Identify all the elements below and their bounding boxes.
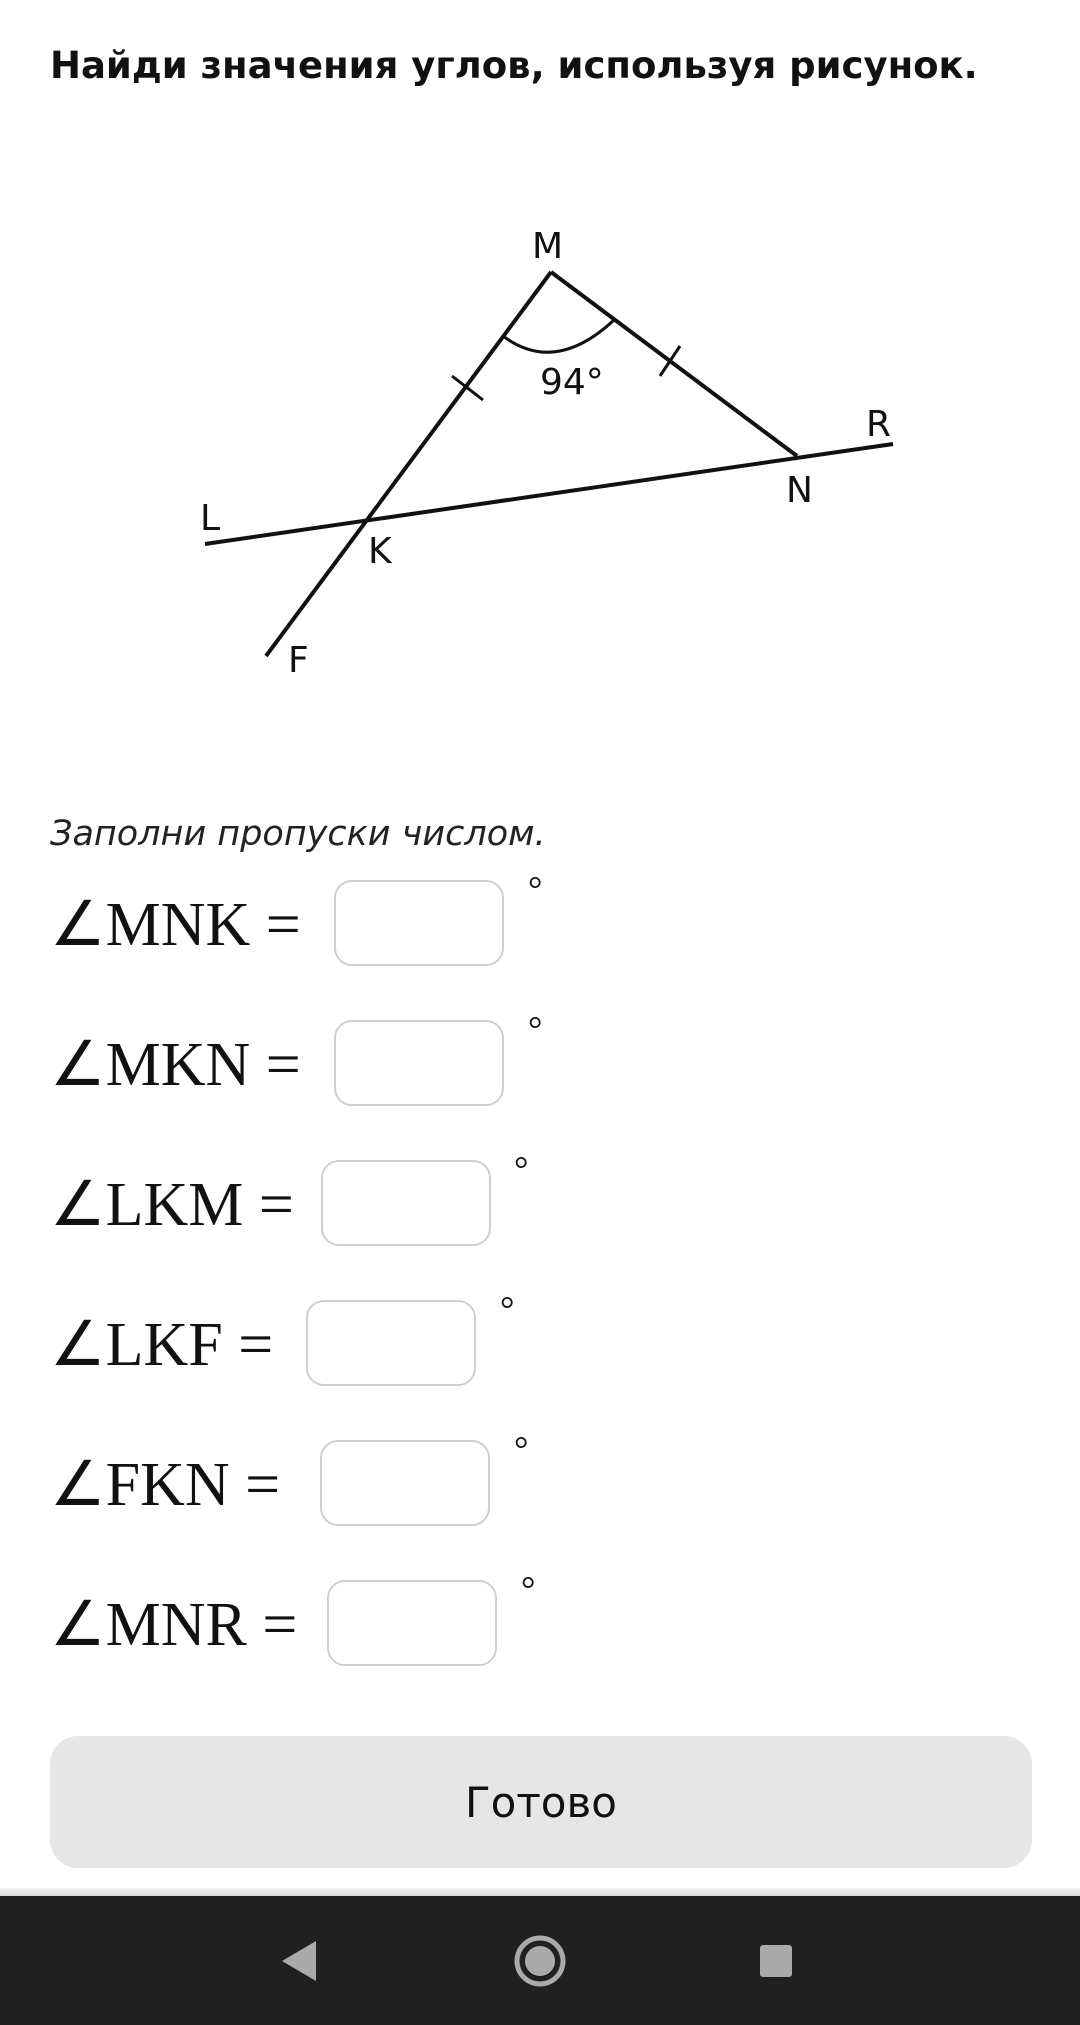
angle-arc-m	[503, 320, 614, 352]
answer-input-fkn[interactable]	[320, 1440, 490, 1526]
tick-mn	[660, 346, 680, 376]
task-title: Найди значения углов, используя рисунок.	[50, 44, 978, 87]
point-label-r: R	[866, 404, 892, 445]
point-label-l: L	[200, 498, 221, 539]
home-circle-icon[interactable]	[480, 1896, 600, 2025]
instruction-text: Заполни пропуски числом.	[50, 814, 546, 854]
degree-symbol: °	[514, 1149, 529, 1189]
answer-input-lkf[interactable]	[306, 1300, 476, 1386]
degree-symbol: °	[528, 1009, 543, 1049]
degree-symbol: °	[521, 1569, 536, 1609]
done-button[interactable]: Готово	[50, 1736, 1032, 1868]
degree-symbol: °	[528, 869, 543, 909]
angle-label-fkn: ∠FKN =	[50, 1451, 281, 1519]
recents-square-icon[interactable]	[716, 1896, 836, 2025]
answer-input-mnr[interactable]	[327, 1580, 497, 1666]
angle-label-lkm: ∠LKM =	[50, 1171, 294, 1239]
point-label-n: N	[786, 470, 813, 511]
angle-value-label: 94°	[540, 362, 604, 403]
angle-label-lkf: ∠LKF =	[50, 1311, 274, 1379]
back-triangle-icon[interactable]	[240, 1896, 360, 2025]
navbar-shadow	[0, 1888, 1080, 1896]
degree-symbol: °	[514, 1429, 529, 1469]
point-label-f: F	[288, 640, 309, 681]
angle-label-mnr: ∠MNR =	[50, 1591, 298, 1659]
point-label-m: M	[532, 226, 564, 267]
angle-label-mkn: ∠MKN =	[50, 1031, 301, 1099]
angle-label-mnk: ∠MNK =	[50, 891, 301, 959]
answer-input-lkm[interactable]	[321, 1160, 491, 1246]
point-label-k: K	[368, 531, 392, 572]
geometry-figure	[0, 200, 1080, 720]
line-fm	[266, 272, 551, 656]
answer-input-mnk[interactable]	[334, 880, 504, 966]
answer-input-mkn[interactable]	[334, 1020, 504, 1106]
system-navigation-bar	[0, 1896, 1080, 2025]
degree-symbol: °	[500, 1289, 515, 1329]
